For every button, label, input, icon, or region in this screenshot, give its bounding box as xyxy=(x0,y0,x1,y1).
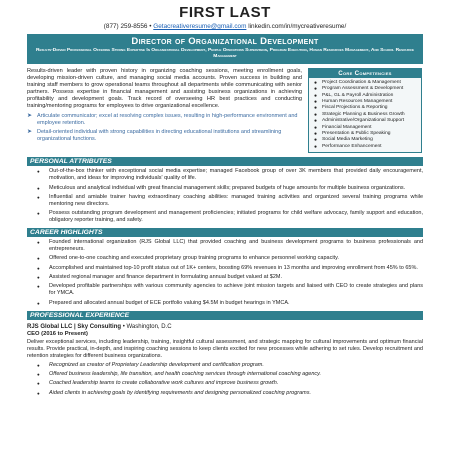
personal-attributes-list xyxy=(27,166,423,224)
bullet-icon: ● xyxy=(314,118,318,125)
linkedin-url[interactable]: linkedin.com/in/mycreativeresume/ xyxy=(246,23,347,30)
competency-label: Fiscal Projections & Reporting xyxy=(322,105,388,111)
job-location: • Washington, D.C xyxy=(121,323,172,330)
employer-line xyxy=(27,323,423,331)
bullet-icon: ● xyxy=(314,79,318,86)
career-highlight-item: ● Assisted regional manager and finance department in formulating annual budget valued at $2M. xyxy=(43,274,423,281)
bullet-icon: ● xyxy=(314,92,318,99)
job-description: Deliver exceptional services, including leadership, training, insightful cultural assessment, and strategic mapping for cultural improvements and optimum financial results. Provide practical, in-depth, and inspiring coaching sessions to keep clients excited for new processes while adhering to set rules. Develop recruitment and retention strategies for different business organizations. xyxy=(27,338,423,359)
competency-label: Administrative/Organizational Support xyxy=(322,118,405,124)
professional-experience-heading: PROFESSIONAL EXPERIENCE xyxy=(27,311,423,320)
bullet-icon: ● xyxy=(314,143,318,150)
achievement-item: ● Aided clients in achieving goals by identifying requirements and designing personalized coaching programs. xyxy=(43,390,423,397)
contact-separator: • xyxy=(147,23,154,30)
highlight-text: Detail-oriented individual with strong capabilities in directing educational institutions and streamlining organizational functions. xyxy=(37,129,282,143)
competency-item xyxy=(314,144,417,150)
competency-label: Performance Enhancement xyxy=(322,143,382,149)
intro-section xyxy=(27,68,423,153)
attribute-item: ● Possess outstanding program development and management proficiencies; initiated programs for child welfare advocacy, family support and education, obligatory reporter training, and safety. xyxy=(43,210,423,224)
career-highlights-heading: CAREER HIGHLIGHTS xyxy=(27,228,423,237)
highlight-item xyxy=(27,113,302,127)
achievement-item: ● Offered business leadership, life transition, and health coaching services through international coaching agency. xyxy=(43,371,423,378)
job-title: CEO (2016 to Present) xyxy=(27,330,88,337)
title-banner xyxy=(27,34,423,64)
bullet-icon: ● xyxy=(314,124,318,131)
phone-number: (877) 259-8556 xyxy=(103,23,148,30)
attribute-item: ● Influential and amiable trainer having extraordinary coaching abilities: managed training activities and organized several training programs while mentoring new directors. xyxy=(43,194,423,208)
bullet-icon: ● xyxy=(314,131,318,138)
attribute-item: ● Out-of-the-box thinker with exceptional social media expertise; managed Facebook group of over 3K members that provided daily encouragement, motivation, and ideas for improving individuals' quality of life. xyxy=(43,168,423,182)
competency-label: Financial Management xyxy=(322,124,372,130)
career-highlight-item: ● Accomplished and maintained top-10 profit status out of 1K+ centers, boosting 69% revenues in 13 months and improving enrollment from 45% to 65%. xyxy=(43,265,423,272)
competency-label: Strategic Planning & Business Growth xyxy=(322,111,405,117)
email-link[interactable]: Getacreativeresume@gmail.com xyxy=(153,23,247,30)
core-competencies-box xyxy=(308,68,422,153)
experience-achievements-list xyxy=(27,360,423,397)
bullet-icon: ● xyxy=(314,111,318,118)
bullet-icon: ● xyxy=(314,86,318,93)
competency-list xyxy=(309,78,421,152)
job-target-title: Director of Organizational Development xyxy=(131,36,319,47)
arrow-icon: ➤ xyxy=(27,129,33,136)
arrow-icon: ➤ xyxy=(27,113,33,120)
competency-label: Human Resources Management xyxy=(322,99,393,105)
attribute-item: ● Meticulous and analytical individual with great financial management skills; prepared budgets of huge amounts for multiple business organizations. xyxy=(43,185,423,192)
summary-column xyxy=(27,68,302,153)
highlight-item xyxy=(27,129,302,143)
summary-highlights xyxy=(27,113,302,143)
career-highlight-item: ● Prepared and allocated annual budget of ECE portfolio valuing $4.5M in budget hearings in YMCA. xyxy=(43,300,423,307)
competency-label: Social Media Marketing xyxy=(322,137,373,143)
career-highlight-item: ● Founded international organization (RJS Global LLC) that provided coaching and business development programs to business professionals and entrepreneurs. xyxy=(43,239,423,253)
company-name: RJS Global LLC | Sky Consulting xyxy=(27,323,122,330)
candidate-name: FIRST LAST xyxy=(179,4,271,21)
competency-label: P&L, GL & Payroll Administration xyxy=(322,92,394,98)
bullet-icon: ● xyxy=(314,99,318,106)
highlight-text: Articulate communicator; excel at resolving complex issues, resulting in high-performance environment and employee retention. xyxy=(37,113,298,127)
personal-attributes-heading: PERSONAL ATTRIBUTES xyxy=(27,157,423,166)
banner-subtitle: Results-Driven Professional Offering Strong Expertise In Organizational Development, People Operations Supervision, Program Execution, Human Resources Management, And School Resource Management xyxy=(36,48,414,60)
achievement-item: ● Coached leadership teams to create collaborative work cultures and improve business growth. xyxy=(43,380,423,387)
summary-text: Results-driven leader with proven history in organizing coaching sessions, meeting enrollment goals, developing mission-driven culture, and managing social media accounts. Proven success in building and training staff members to grow operational teams throughout all departments while communicating with senior partners. Possess expertise in financial management and assisting business organizations in achieving profitability and development goals. Track record of overseeing HR best practices and conducting training/mentoring programs for employees to drive organizational excellence. xyxy=(27,67,302,110)
career-highlight-item: ● Developed profitable partnerships with various community agencies to achieve joint mission targets and liaised with CEO to create strategies and plans for YMCA. xyxy=(43,283,423,297)
contact-line xyxy=(27,22,423,31)
bullet-icon: ● xyxy=(314,105,318,112)
core-competencies-heading: Core Competencies xyxy=(309,69,421,78)
bullet-icon: ● xyxy=(314,137,318,144)
competency-label: Presentation & Public Speaking xyxy=(322,131,391,137)
achievement-item: ● Recognized as creator of Proprietary Leadership development and certification program. xyxy=(43,362,423,369)
competency-label: Program Assessment & Development xyxy=(322,86,404,92)
career-highlights-list xyxy=(27,237,423,306)
competency-label: Project Coordination & Management xyxy=(322,79,401,85)
career-highlight-item: ● Offered one-to-one coaching and executed proprietary group training programs to enhance personnel working capacity. xyxy=(43,255,423,262)
